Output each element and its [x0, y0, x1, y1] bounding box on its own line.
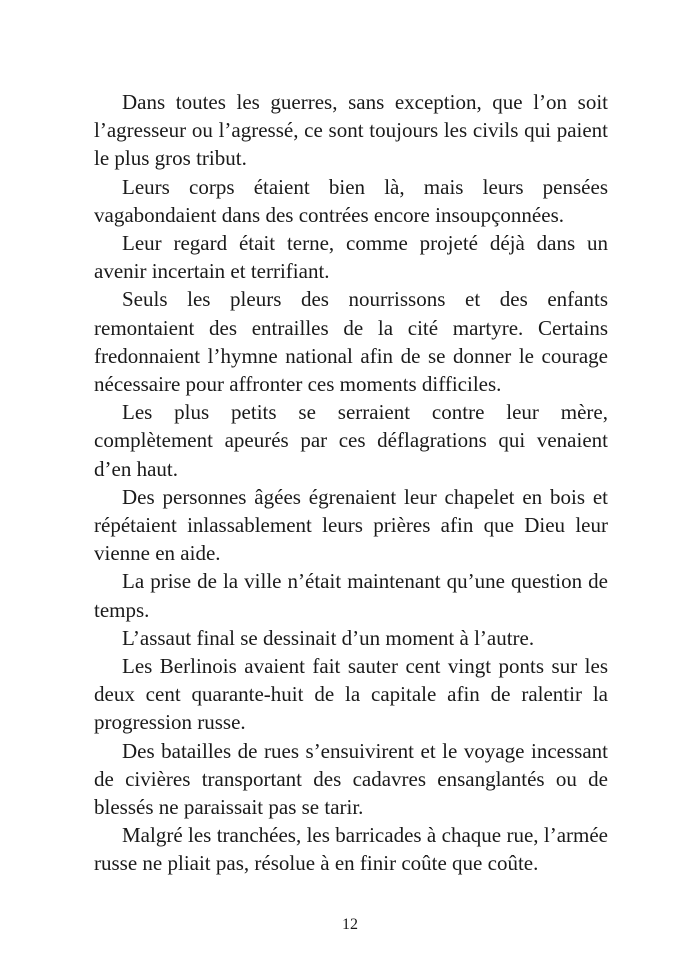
paragraph-4: Seuls les pleurs des nourrissons et des enfants remontaient des entrailles de la cité martyre. Certains fredonnaient l’hymne national afin de se donner le courage nécessaire pour affronter ces moments difficiles. [94, 287, 608, 397]
paragraph-3: Leur regard était terne, comme projeté déjà dans un avenir incertain et terrifiant. [94, 231, 608, 284]
paragraph-9: Les Berlinois avaient fait sauter cent vingt ponts sur les deux cent quarante-huit de la capitale afin de ralentir la progression russe. [94, 654, 608, 735]
paragraph-2: Leurs corps étaient bien là, mais leurs pensées vagabondaient dans des contrées encore insoupçonnées. [94, 174, 608, 227]
paragraph-8: L’assaut final se dessinait d’un moment à l’autre. [122, 625, 535, 650]
page-number: 12 [342, 916, 358, 933]
paragraph-1: Dans toutes les guerres, sans exception, que l’on soit l’agresseur ou l’agressé, ce sont toujours les civils qui paient le plus gros tribut. [94, 90, 608, 171]
paragraph-5: Les plus petits se serraient contre leur mère, complètement apeurés par ces déflagrations qui venaient d’en haut. [94, 400, 608, 481]
paragraph-10: Des batailles de rues s’ensuivirent et le voyage incessant de civières transportant des cadavres ensanglantés ou de blessés ne paraissait pas se tarir. [94, 738, 608, 820]
paragraph-11: Malgré les tranchées, les barricades à chaque rue, l’armée russe ne pliait pas, résolue à en finir coûte que coûte. [94, 823, 608, 876]
page-body [94, 88, 608, 878]
paragraph-6: Des personnes âgées égrenaient leur chapelet en bois et répétaient inlassablement leurs prières afin que Dieu leur vienne en aide. [94, 484, 608, 566]
paragraph-7: La prise de la ville n’était maintenant qu’une question de temps. [94, 569, 608, 622]
